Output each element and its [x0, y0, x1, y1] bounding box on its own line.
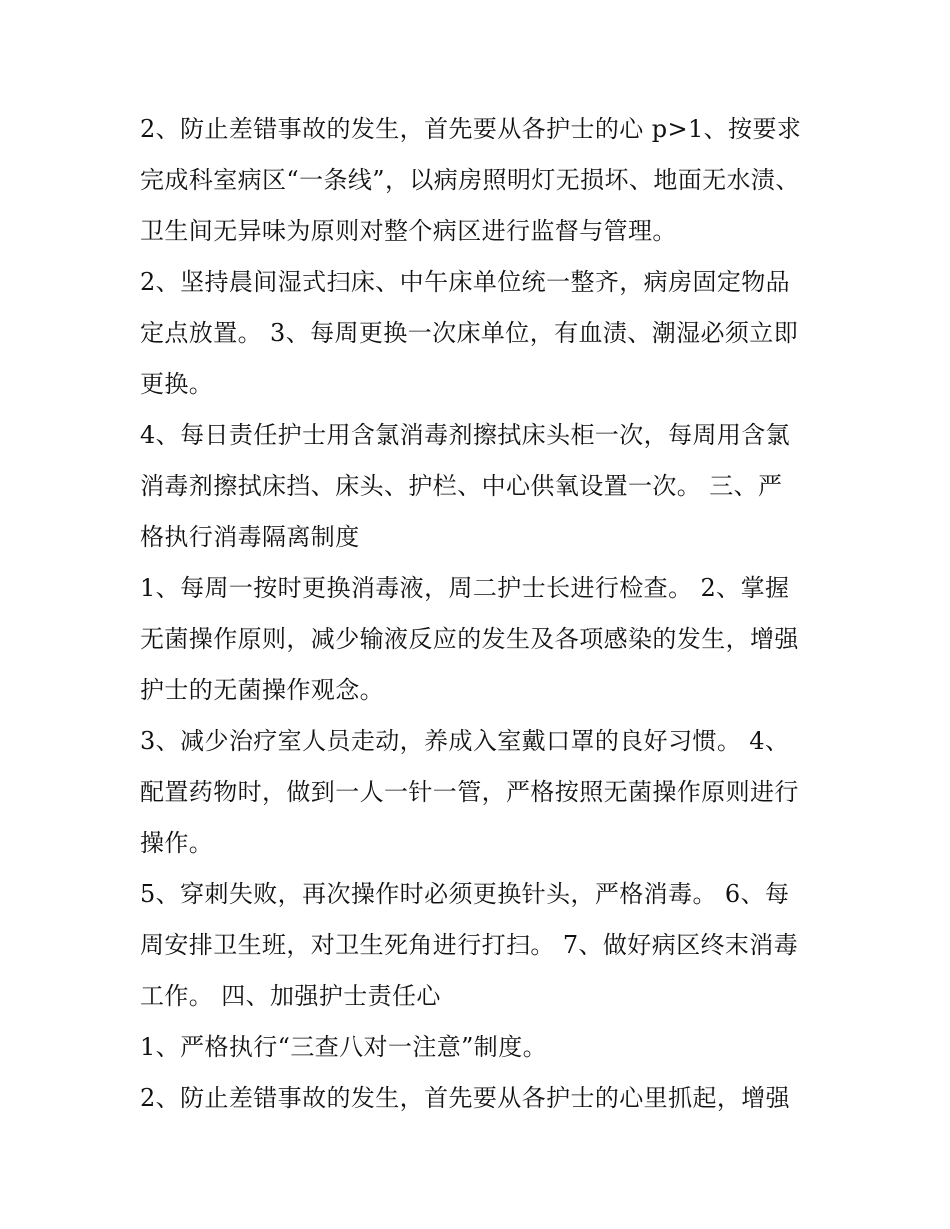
text-line: 更换。: [140, 370, 214, 398]
text-line: 操作。: [140, 829, 214, 857]
text-line: 定点放置。 3、每周更换一次床单位，有血渍、潮湿必须立即: [140, 319, 799, 347]
text-line: 配置药物时，做到一人一针一管，严格按照无菌操作原则进行: [140, 778, 799, 806]
text-line: 2、坚持晨间湿式扫床、中午床单位统一整齐，病房固定物品: [140, 268, 791, 296]
text-line: 无菌操作原则，减少输液反应的发生及各项感染的发生，增强: [140, 625, 799, 653]
text-line: 格执行消毒隔离制度: [140, 523, 360, 551]
text-line: 工作。 四、加强护士责任心: [140, 982, 441, 1010]
text-line: 消毒剂擦拭床挡、床头、护栏、中心供氧设置一次。 三、严: [140, 472, 783, 500]
text-line: 2、防止差错事故的发生，首先要从各护士的心 p>1、按要求: [140, 115, 802, 143]
document-body: [140, 104, 820, 1124]
text-line: 1、每周一按时更换消毒液，周二护士长进行检查。 2、掌握: [140, 574, 790, 602]
text-line: 1、严格执行“三查八对一注意”制度。: [140, 1033, 548, 1061]
text-line: 完成科室病区“一条线”，以病房照明灯无损坏、地面无水渍、: [140, 166, 800, 194]
text-line: 护士的无菌操作观念。: [140, 676, 384, 704]
text-line: 卫生间无异味为原则对整个病区进行监督与管理。: [140, 217, 677, 245]
text-line: 5、穿刺失败，再次操作时必须更换针头，严格消毒。 6、每: [140, 880, 790, 908]
text-line: 周安排卫生班，对卫生死角进行打扫。 7、做好病区终末消毒: [140, 931, 799, 959]
text-line: 2、防止差错事故的发生，首先要从各护士的心里抓起，增强: [140, 1084, 791, 1112]
text-line: 3、减少治疗室人员走动，养成入室戴口罩的良好习惯。 4、: [140, 727, 790, 755]
text-line: 4、每日责任护士用含氯消毒剂擦拭床头柜一次，每周用含氯: [140, 421, 791, 449]
